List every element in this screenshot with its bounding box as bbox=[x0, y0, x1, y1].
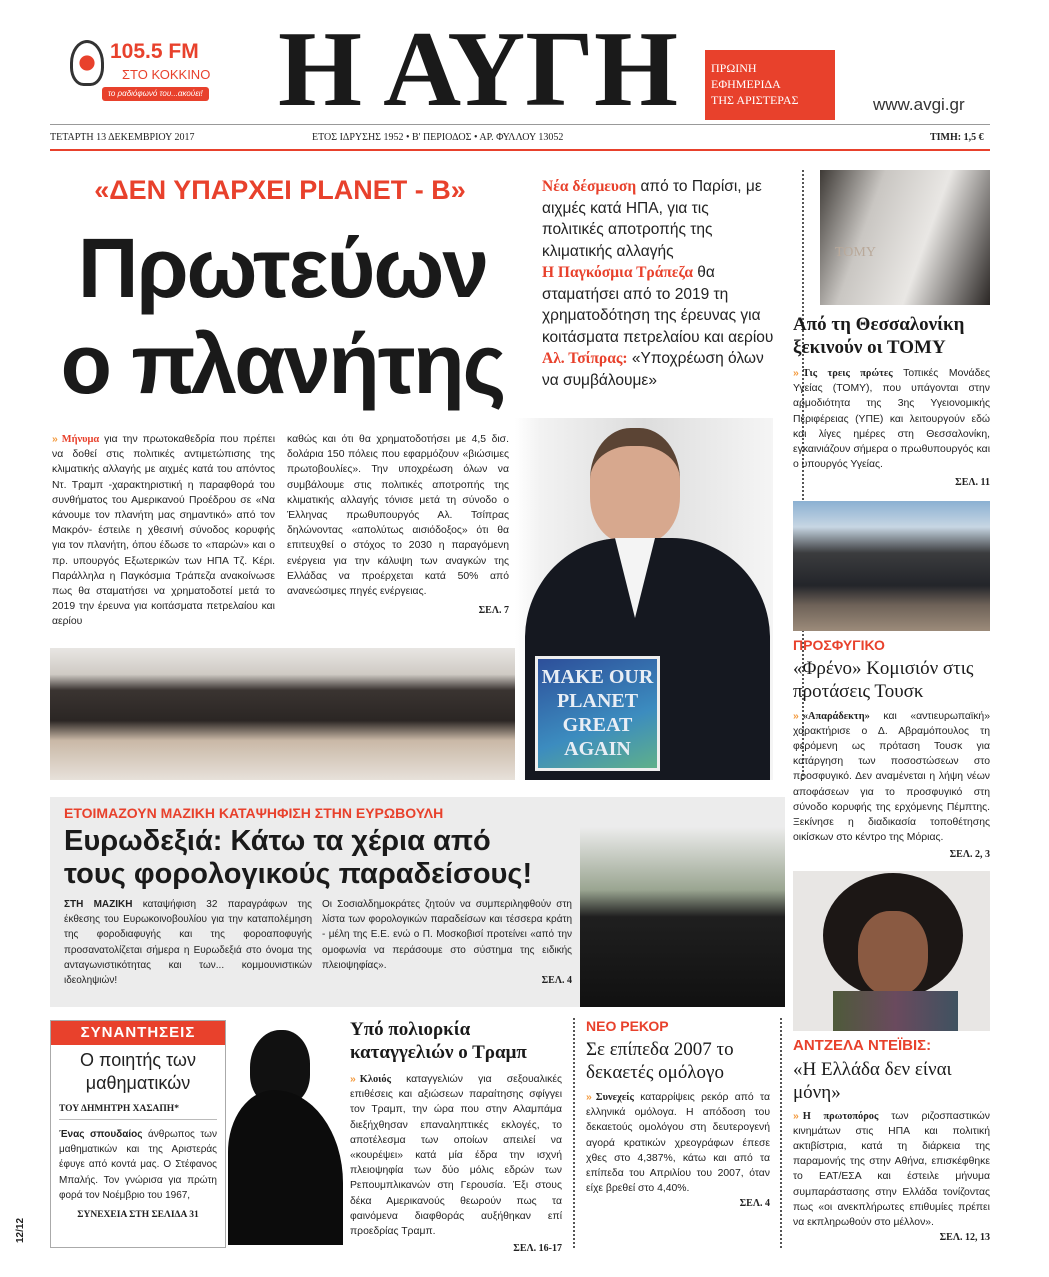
refugee-photo bbox=[793, 501, 990, 631]
body-text: και «αντιευρωπαϊκή» χαρακτήρισε ο Δ. Αβραμόπουλος τη φερόμενη ως πρόταση Τουσκ για κατάργηση των ποσοστώσεων στο προσφυγικό. Δεν αναμένεται η λήψη νέων αποφάσεων για το προσφυγικό στη σύνοδο κορυφής της ερχόμενης Πέμπτης. Ξεκίνησε η διαδικασία τοποθέτησης οικίσκων στο κέντρο της Μόριας. bbox=[793, 710, 990, 844]
website-link[interactable]: www.avgi.gr bbox=[873, 95, 965, 114]
trump-headline[interactable]: Υπό πολιορκία καταγγελιών ο Τραμπ bbox=[350, 1019, 527, 1063]
page-ref[interactable]: ΣΕΛ. 4 bbox=[739, 1198, 770, 1210]
chevron-right-icon: » bbox=[793, 710, 799, 722]
body-lead: Ένας σπουδαίος bbox=[59, 1129, 143, 1140]
bonds-body bbox=[586, 1090, 770, 1212]
planet-sign bbox=[535, 656, 660, 771]
page-ref[interactable]: ΣΕΛ. 16-17 bbox=[513, 1243, 562, 1255]
body-text: για την πρωτοκαθεδρία που πρέπει να δοθεί στις πολιτικές αντιμετώπισης της κλιματικής αλλαγής με αιχμές κατά του απόντος Ντ. Τραμπ -χαρακτηριστική η παραφθορά του συνθήματος του Αμερικανού Προέδρου σε «Να κάνουμε τον πλανήτη μας σημαντικό» από τον Μακρόν- έστειλε η χθεσινή σύνοδος κορυφής για τον πλανήτη, όπου έδωσε το «παρών» και ο πρ. υπουργός Εξωτερικών των ΗΠΑ Τζ. Κέρι. Παράλληλα η Παγκόσμια Τράπεζα ανακοίνωσε πως θα σταματήσει να χρηματοδοτεί μετά το 2019 την έρευνα για κοιτάσματα πετρελαίου και αερίου bbox=[52, 434, 275, 628]
tagline-line: ΕΦΗΜΕΡΙΔΑ bbox=[711, 77, 781, 91]
euro-body-col2 bbox=[322, 897, 572, 988]
column-divider bbox=[780, 1018, 782, 1248]
body-text: άνθρωπος των μαθηματικών και της Αριστεράς έφυγε από κοντά μας. Ο Στέφανος Μπαλής. Τον γνώρισα για πρώτη φορά τον Νοέμβριο του 1967, bbox=[59, 1129, 217, 1201]
date: ΤΕΤΑΡΤΗ 13 ΔΕΚΕΜΒΡΙΟΥ 2017 bbox=[50, 132, 195, 143]
sign-text: PLANET bbox=[556, 690, 639, 712]
davis-body bbox=[793, 1109, 990, 1246]
euro-headline[interactable]: τους φορολογικούς παραδείσους! bbox=[64, 858, 533, 890]
page-ref[interactable]: ΣΕΛ. 7 bbox=[478, 605, 509, 617]
macron-photo bbox=[515, 418, 773, 780]
radio-slogan: το ραδιόφωνό του...ακούει! bbox=[102, 87, 209, 101]
body-text: Οι Σοσιαλδημοκράτες ζητούν να συμπεριληφθούν στη λίστα των φορολογικών παραδείσων και τέσσερα κράτη - μέλη της Ε.Ε. ενώ ο Π. Μοσκοβισί προτείνει «από την ομοφωνία να περάσουμε στο σύστημα της ειδικής πλειοψηφίας». bbox=[322, 899, 572, 971]
trump-silhouette-photo bbox=[228, 1030, 343, 1245]
tomy-headline[interactable]: Από τη Θεσσαλονίκη ξεκινούν οι ΤΟΜΥ bbox=[793, 314, 965, 358]
summary-lead: Νέα δέσμευση bbox=[542, 178, 637, 195]
sign-text: MAKE OUR bbox=[541, 666, 654, 688]
body-lead: ΣΤΗ ΜΑΖΙΚΗ bbox=[64, 899, 133, 910]
parliament-photo bbox=[50, 648, 515, 780]
body-text: καταψήφιση 32 παραγράφων της έκθεσης του Ευρωκοινοβουλίου για την καταπολέμηση της φοροδιαφυγής και της φοροαποφυγής προσανατολίζεται σήμερα η Ευρωδεξιά στο όνομα της ανταγωνιστικότητας και των... κομμουνιστικών ιδεοληψιών! bbox=[64, 899, 312, 987]
body-lead: «Απαράδεκτη» bbox=[802, 710, 870, 722]
tomy-logo-text: TOMY bbox=[835, 245, 876, 260]
body-lead: Μήνυμα bbox=[61, 434, 100, 445]
face bbox=[858, 911, 928, 996]
meetings-kicker: ΣΥΝΑΝΤΗΣΕΙΣ bbox=[51, 1021, 225, 1045]
chevron-right-icon: » bbox=[793, 368, 799, 379]
price: ΤΙΜΗ: 1,5 € bbox=[930, 132, 984, 143]
euro-body-col1 bbox=[64, 897, 312, 988]
column-divider bbox=[573, 1018, 575, 1248]
bonds-headline[interactable]: Σε επίπεδα 2007 το δεκαετές ομόλογο bbox=[586, 1039, 734, 1083]
meetings-box bbox=[50, 1020, 226, 1248]
tomy-body bbox=[793, 366, 990, 491]
euro-kicker: ΕΤΟΙΜΑΖΟΥΝ ΜΑΖΙΚΗ ΚΑΤΑΨΗΦΙΣΗ ΣΤΗΝ ΕΥΡΩΒΟΥΛΗ bbox=[64, 805, 444, 821]
radio-frequency: 105.5 FM bbox=[110, 40, 199, 63]
sign-text: GREAT bbox=[562, 714, 633, 736]
body-text: καταγγελιών για σεξουαλικές επιθέσεις και αξιώσεων παραίτησης σφίγγει τον Τραμπ, την ώρα που στην Αλαμπάμα διεξήχθησαν επαναληπτικές εκλογές, το αποτέλεσμα των οποίων απειλεί να «κουρέψει» κατά μία έδρα την ισχνή πλειοψηφία των δύο μόλις εδρών των Ρεπουμπλικανών στη Γερουσία. Έξι στους δέκα Αμερικανούς θεωρούν πως τα φαινόμενα διαφθοράς αυξήθηκαν επί προεδρίας Τραμπ. bbox=[350, 1074, 562, 1238]
davis-headline[interactable]: «Η Ελλάδα δεν είναι μόνη» bbox=[793, 1058, 952, 1103]
summary-lead: Η Παγκόσμια Τράπεζα bbox=[542, 264, 693, 281]
page-ref[interactable]: ΣΕΛ. 2, 3 bbox=[949, 849, 990, 861]
meetings-body bbox=[59, 1127, 217, 1203]
page-ref[interactable]: ΣΕΛ. 11 bbox=[955, 477, 990, 489]
continued-link[interactable]: ΣΥΝΕΧΕΙΑ ΣΤΗ ΣΕΛΙΔΑ 31 bbox=[77, 1210, 199, 1221]
body-text: καθώς και ότι θα χρηματοδοτήσει με 4,5 δισ. δολάρια 150 πόλεις που εφαρμόζουν «βιώσιμες πρωτοβουλίες». Την υποχρέωση όλων να συμβάλουμε στις πολιτικές αποτροπής της κλιματικής αλλαγής τόνισε μετά τη σύνοδο ο Έλληνας πρωθυπουργός Αλ. Τσίπρας δηλώνοντας «απολύτως αισιόδοξος» ότι θα επιτευχθεί ο στόχος το 2030 η παραγόμενη ενέργεια για την κάλυψη των αναγκών της Ελλάδας να προέρχεται κατά 50% από ανανεώσιμες πηγές ενέργειας. bbox=[287, 434, 509, 598]
tagline-line: ΠΡΩΙΝΗ bbox=[711, 61, 757, 75]
chevron-right-icon: » bbox=[793, 1110, 799, 1122]
lead-summary bbox=[542, 176, 774, 391]
chevron-right-icon: » bbox=[350, 1074, 356, 1085]
chevron-right-icon: » bbox=[52, 434, 58, 445]
money-suitcase-photo bbox=[580, 827, 785, 1007]
radio-name: ΣΤΟ ΚΟΚΚΙΝΟ bbox=[122, 67, 211, 82]
tagline-box bbox=[705, 50, 835, 120]
sign-text: AGAIN bbox=[564, 738, 631, 760]
face bbox=[590, 428, 680, 543]
davis-kicker: ΑΝΤΖΕΛΑ ΝΤΕΪΒΙΣ: bbox=[793, 1036, 932, 1054]
body-lead: Κλοιός bbox=[359, 1074, 391, 1085]
euro-article bbox=[50, 797, 785, 1007]
side-code: 12/12 bbox=[15, 1217, 27, 1244]
refugee-kicker: ΠΡΟΣΦΥΓΙΚΟ bbox=[793, 636, 885, 653]
page-ref[interactable]: ΣΕΛ. 12, 13 bbox=[939, 1232, 990, 1244]
summary-text: θα σταματήσει από το 2019 τη χρηματοδότηση της έρευνας για κοιτάσματα πετρελαίου και αερίου bbox=[542, 264, 774, 346]
page-ref[interactable]: ΣΕΛ. 4 bbox=[541, 975, 572, 987]
lead-headline-2[interactable]: ο πλανήτης bbox=[60, 317, 505, 411]
angela-davis-photo bbox=[793, 871, 990, 1031]
bonds-article bbox=[586, 1018, 770, 1212]
refugee-headline[interactable]: «Φρένο» Κομισιόν στις προτάσεις Τουσκ bbox=[793, 657, 974, 702]
trump-article bbox=[350, 1018, 562, 1256]
masthead-title: Η ΑΥΓΗ bbox=[278, 10, 678, 129]
header-rule bbox=[50, 124, 990, 125]
tomy-photo bbox=[820, 170, 990, 305]
body-lead: Συνεχείς bbox=[595, 1092, 634, 1103]
euro-headline[interactable]: Ευρωδεξιά: Κάτω τα χέρια από bbox=[64, 825, 491, 857]
issue-info: ΕΤΟΣ ΙΔΡΥΣΗΣ 1952 • Β' ΠΕΡΙΟΔΟΣ • ΑΡ. ΦΥΛΛΟΥ 13052 bbox=[312, 132, 564, 143]
right-column bbox=[793, 170, 990, 1245]
body-text: των ριζοσπαστικών κινημάτων στις ΗΠΑ και πολιτική ακτιβίστρια, κατά τη διάρκεια της παραμονής της στην Αθήνα, επισκέφθηκε το ΕΑΤ/ΕΣΑ και έστειλε μήνυμα συμπαράστασης στην Ελλάδα τονίζοντας πως «οι ανεκπλήρωτες επιθυμίες πρέπει να εκπληρωθούν στο μέλλον». bbox=[793, 1110, 990, 1229]
radio-ad[interactable] bbox=[62, 32, 237, 107]
lead-headline-1[interactable]: Πρωτεύων bbox=[77, 221, 488, 315]
header-red-rule bbox=[50, 149, 990, 151]
lightbulb-icon bbox=[70, 40, 104, 86]
chevron-right-icon: » bbox=[586, 1092, 592, 1103]
lead-body-col2 bbox=[287, 432, 509, 618]
summary-text: «Υποχρέωση όλων να συμβάλουμε» bbox=[542, 350, 764, 389]
summary-lead: Αλ. Τσίπρας: bbox=[542, 350, 628, 367]
refugee-body bbox=[793, 709, 990, 863]
scarf bbox=[833, 991, 958, 1031]
body-text: καταρρίψεις ρεκόρ από τα ελληνικά ομόλογα. Η απόδοση του δεκαετούς ομολόγου στη δευτερογενή αγορά κρατικών χρεογράφων έπεσε χθες στο 4,387%, κάτω και από τα επίπεδα του Απριλίου του 2007, όταν είχε βρεθεί στο 4,40%. bbox=[586, 1092, 770, 1195]
summary-text: από το Παρίσι, με αιχμές κατά ΗΠΑ, για τις πολιτικές αποτροπής της κλιματικής αλλαγής bbox=[542, 178, 762, 260]
tagline-line: ΤΗΣ ΑΡΙΣΤΕΡΑΣ bbox=[711, 93, 799, 107]
body-text: Τοπικές Μονάδες Υγείας (ΤΟΜΥ), που υπάγονται στην αρμοδιότητα της 3ης Υγειονομικής Περιφέρειας (ΥΠΕ) και λειτουργούν εδώ και λίγες ημέρες στη Θεσσαλονίκη, εγκαινιάζουν σήμερα ο πρωθυπουργός και ο υπουργός Υγείας. bbox=[793, 368, 990, 471]
bonds-kicker: ΝΕΟ ΡΕΚΟΡ bbox=[586, 1018, 669, 1034]
trump-body bbox=[350, 1072, 562, 1256]
byline: ΤΟΥ ΔΗΜΗΤΡΗ ΧΑΣΑΠΗ* bbox=[59, 1103, 217, 1120]
body-lead: Τις τρεις πρώτες bbox=[802, 368, 893, 379]
silhouette-body bbox=[228, 1090, 343, 1245]
body-lead: Η πρωτοπόρος bbox=[802, 1110, 879, 1122]
lead-body-col1 bbox=[52, 432, 275, 630]
lead-kicker: «ΔΕΝ ΥΠΑΡΧΕΙ PLANET - B» bbox=[94, 175, 466, 205]
meetings-headline[interactable]: Ο ποιητής των μαθηματικών bbox=[80, 1050, 196, 1093]
